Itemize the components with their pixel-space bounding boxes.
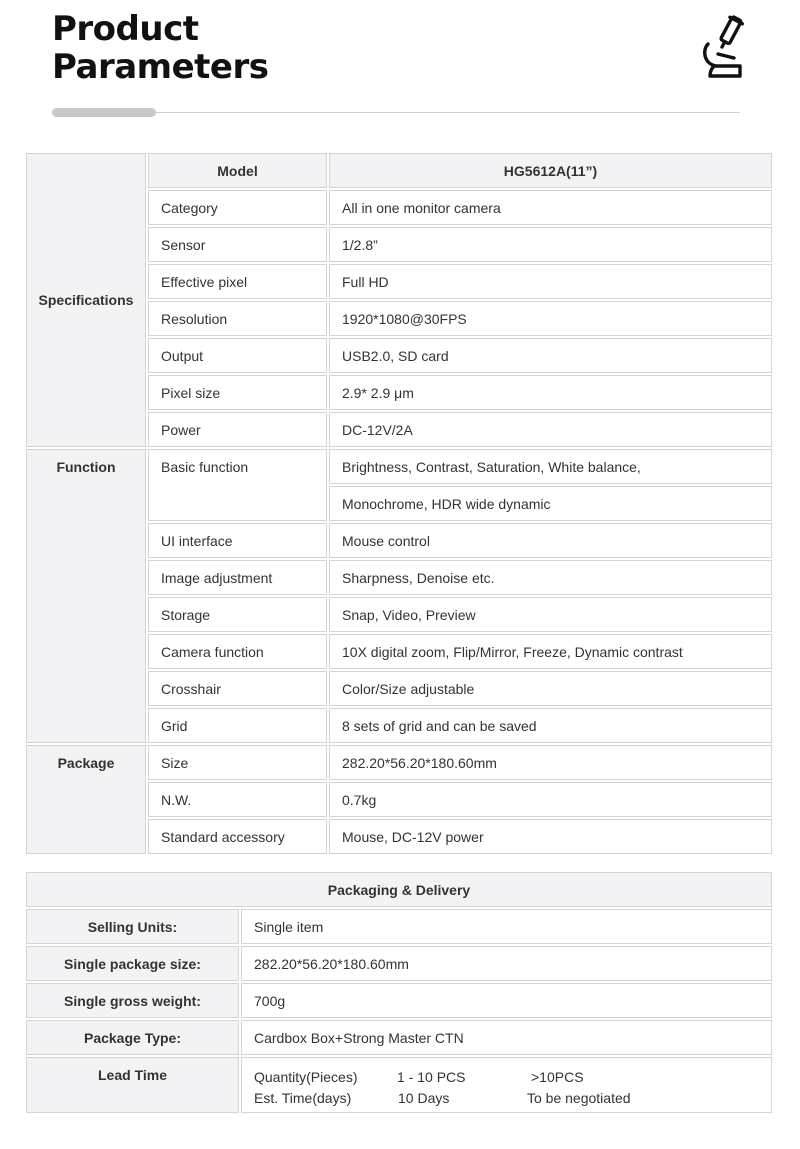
- spec-value-resolution: 1920*1080@30FPS: [329, 301, 772, 336]
- package-label-nw: N.W.: [148, 782, 327, 817]
- spec-label-category: Category: [148, 190, 327, 225]
- title-line-1: Product: [52, 9, 199, 49]
- title-line-2: Parameters: [52, 47, 269, 87]
- spec-value-output: USB2.0, SD card: [329, 338, 772, 373]
- spec-label-pixel-size: Pixel size: [148, 375, 327, 410]
- lead-time-est-days-1: 10 Days: [398, 1090, 450, 1106]
- delivery-label-package-size: Single package size:: [26, 946, 239, 981]
- function-value-camera-function: 10X digital zoom, Flip/Mirror, Freeze, Dynamic contrast: [329, 634, 772, 669]
- package-label-size: Size: [148, 745, 327, 780]
- lead-time-row-est-time: [254, 1088, 771, 1109]
- function-label-grid: Grid: [148, 708, 327, 743]
- function-label-ui-interface: UI interface: [148, 523, 327, 558]
- spec-label-effective-pixel: Effective pixel: [148, 264, 327, 299]
- package-value-nw: 0.7kg: [329, 782, 772, 817]
- spec-value-power: DC-12V/2A: [329, 412, 772, 447]
- delivery-value-gross-weight: 700g: [241, 983, 772, 1018]
- package-value-size: 282.20*56.20*180.60mm: [329, 745, 772, 780]
- delivery-label-selling-units: Selling Units:: [26, 909, 239, 944]
- spec-value-category: All in one monitor camera: [329, 190, 772, 225]
- function-label-basic-function: Basic function: [148, 449, 327, 521]
- function-value-image-adjustment: Sharpness, Denoise etc.: [329, 560, 772, 595]
- function-label-camera-function: Camera function: [148, 634, 327, 669]
- function-label-image-adjustment: Image adjustment: [148, 560, 327, 595]
- function-label-storage: Storage: [148, 597, 327, 632]
- function-value-ui-interface: Mouse control: [329, 523, 772, 558]
- spec-label-sensor: Sensor: [148, 227, 327, 262]
- delivery-label-package-type: Package Type:: [26, 1020, 239, 1055]
- group-label-specifications: Specifications: [26, 153, 146, 447]
- package-label-standard-accessory: Standard accessory: [148, 819, 327, 854]
- spec-label-resolution: Resolution: [148, 301, 327, 336]
- header-divider-accent: [52, 108, 156, 117]
- lead-time-quantity-range-2: >10PCS: [531, 1069, 584, 1085]
- page-title: [52, 10, 268, 86]
- model-header-label: Model: [148, 153, 327, 188]
- function-value-basic-function-line2: Monochrome, HDR wide dynamic: [329, 486, 772, 521]
- spec-label-output: Output: [148, 338, 327, 373]
- delivery-value-package-size: 282.20*56.20*180.60mm: [241, 946, 772, 981]
- lead-time-row-quantity: [254, 1067, 771, 1088]
- function-value-basic-function-line1: Brightness, Contrast, Saturation, White balance,: [329, 449, 772, 484]
- delivery-value-lead-time: [241, 1057, 772, 1113]
- function-value-storage: Snap, Video, Preview: [329, 597, 772, 632]
- delivery-label-lead-time: Lead Time: [26, 1057, 239, 1113]
- microscope-icon: [700, 14, 748, 80]
- lead-time-quantity-range-1: 1 - 10 PCS: [397, 1069, 466, 1085]
- spec-value-pixel-size: 2.9* 2.9 μm: [329, 375, 772, 410]
- spec-value-sensor: 1/2.8”: [329, 227, 772, 262]
- group-label-package: Package: [26, 745, 146, 854]
- group-label-function: Function: [26, 449, 146, 743]
- delivery-value-package-type: Cardbox Box+Strong Master CTN: [241, 1020, 772, 1055]
- spec-value-effective-pixel: Full HD: [329, 264, 772, 299]
- spec-label-power: Power: [148, 412, 327, 447]
- lead-time-est-label: Est. Time(days): [254, 1090, 352, 1106]
- lead-time-quantity-label: Quantity(Pieces): [254, 1069, 358, 1085]
- package-value-standard-accessory: Mouse, DC-12V power: [329, 819, 772, 854]
- delivery-value-selling-units: Single item: [241, 909, 772, 944]
- function-label-crosshair: Crosshair: [148, 671, 327, 706]
- delivery-label-gross-weight: Single gross weight:: [26, 983, 239, 1018]
- model-header-value: HG5612A(11”): [329, 153, 772, 188]
- delivery-table-title: Packaging & Delivery: [26, 872, 772, 907]
- function-value-crosshair: Color/Size adjustable: [329, 671, 772, 706]
- function-value-grid: 8 sets of grid and can be saved: [329, 708, 772, 743]
- lead-time-est-days-2: To be negotiated: [527, 1090, 631, 1106]
